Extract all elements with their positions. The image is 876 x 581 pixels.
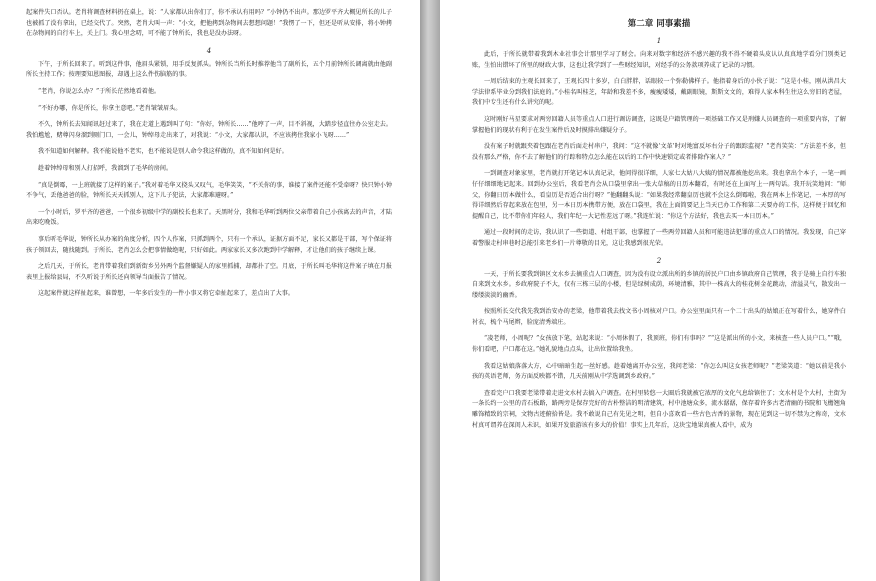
paragraph: 没有案子时就跟夹着包跟在老肖后面走村串户，我问：“这不就像‘文革’时对地富反坏右分子的跟踪监视？”老肖笑笑：“方法差不多，但没有那么严格，你不去了解他们的行踪和特点怎么能在以后的工作中快速锁定或者排除作案人？”	[472, 143, 846, 161]
page-gutter	[420, 0, 440, 581]
paragraph: “不好办哪，你是所长，你拿主意吧。”老肖皱皱眉头。	[38, 104, 182, 112]
section-number: 2	[656, 256, 662, 265]
paragraph: 趁着钟绰母和别人打招呼，我溜到了毛华的房间。	[38, 164, 173, 172]
paragraph: 我看这姑娘落落大方，心中暗暗生起一丝好感。趁着她离开办公室，我问老梁：“你怎么叫这女孩老师呢？”老梁笑道：“她以前是我小孩的英语老师，务方面反映都不错，几天前刚从中学选调到乡政府。”	[472, 362, 846, 381]
paragraph: “真是倒霉，一上班就接了这样的案子。”我对着毛华又挠头又叹气，毛华笑笑，“不关你的事，谁接了案件还能不受牵呀？快只钟小钟不争气，丢他爸爸的脸，钟所长天天抓别人，这下儿子犯法，大家都难避呀。”	[26, 181, 392, 200]
paragraph: 按照所长交代我先我到治安办的老梁，他带着我去找文书小周核对户口。办公室里面只有一个二十出头的姑娘正在写着什么，她穿件白衬衣，梳个马尾辫，脸庞清秀端庄。	[472, 308, 846, 326]
paragraph: 下午，于所长回来了。听到这件事，他眉头紧锁，用手反复抓头。钟所长当所长时推荐他当了副所长，五个月前钟所长调离就由他副所长主持工作；按理要知恩图报，却遇上这么件伤脑筋的事。	[26, 60, 392, 79]
paragraph: 我不知道如何解释。我不能说他不老实，也不能说是别人命令我这样做的，真不知如何是好。	[38, 148, 288, 156]
paragraph: 一个小时后，罗平齐的爸爸，一个很乡初级中学的副校长也来了。天黑时分，我和毛华听到两位父亲带着自己小孩离去的声音，才陆出来吃晚饭。	[26, 208, 392, 227]
paragraph: 起案件失口否认。老肖将调查材料扔在桌上，说：“人家都认出你们了，你不承认有用吗？”小钟仍不出声。那边罗平齐大概见所长的儿子也被抓了没有拿出，已经交代了。突然，老肖大叫一声：“小文，把他拷到杂物间去想想问题！”我愣了一下，但还是听从安排，将小钟拷在杂物间的自行车上，关上门。我心里念叨，可不能了钟所长，我也是没办法呀。	[26, 9, 392, 38]
right-page	[440, 0, 876, 581]
paragraph: “老肖，你说怎么办？”于所长茫然地看着他。	[38, 87, 161, 95]
paragraph: 之后几天，于所长，老肖带着我们到新街乡另外两个监督嫌疑人的家里抓捕，却都扑了空。月底，于所长叫毛华将这件案子填在月报表里上报给县局，不久听说于所长还向领导当面报告了情况。	[26, 263, 392, 281]
paragraph: 一天，于所长要我到镇区文水乡去摘重点人口调查，因为没有设立派出所的乡镇的居民户口由乡镇政府自己管理，我于是骑上自行车独自来到文水乡。乡政府院子不大，仅有三栋三层的小楼，但是绿树成荫，环境清雅，其中一株高大的桂花树金花跳动，清溢灵气，散发出一缕缕淡淡的幽香。	[472, 270, 846, 299]
paragraph: 一到调查对象家里，老肖就打开笔记本认真记录，他问得很详细，人家七大姑八大姨的情况都被他挖出来。我也拿出个本子，一笔一画仔仔细细地记起来。回到办公室后，我看老肖会从口袋里拿出一张大草稿的日历本翻看，有时还在上面写上一两句话。我开玩笑地问：“师父，你翻日历本做什么，看皇历是否适合出行呀？”他翻翻头说：“如果我经常翻皇历也就不会这么倒霉啦，我在两本上作笔记，一本厚的写得详细然后存起来放在包里，另一本日历本携带方便，放在口袋里，我在上面简要记上当天已办工作和第二天要办的工作，这样便于回忆和提醒自己，比不带你们年轻人，我们年纪一大记性差远了呀。”我连忙说：“你这个方法好，我也去买一本日历本。”	[472, 170, 846, 220]
chapter-title: 第二章 同事素描	[627, 19, 691, 29]
paragraph: 这起案件就这样扯起来，谁曾想，一年多后发生的一件小事又将它牵扯起来了，差点出了大事。	[38, 290, 294, 298]
paragraph: 不久，钟所长去知闻讯赶过来了，我在走道上遇到叫了句：“你好，钟所长……”他哼了一声，目不斜视，大踏步径直往办公室走去。我怕尴尬，赌尊闪身溜到厕门口，一会儿，钟绰母走出来了，对我说：“小文，大家都认识，不应该拷住我家小飞呀……”	[26, 121, 392, 139]
paragraph: 这时刚好马星要求对两穷回籍人员等重点人口进行调访调查，这既是户籍管理的一项基础工作又是刑嫌人员调查的一项重要内容，了解掌握他们的现状有利于在发生案件后及时摸排出嫌疑分子。	[472, 115, 846, 134]
paragraph: “凌老师，小周呢？”女孩放下笔，站起来说：“小周休假了，我顶班，你们有事吗？”“这是派出所的小文，来核查一些人员户口。”“哦，你们看吧，户口都在这。”她礼貌地点点头，让出位置给我坐。	[472, 335, 846, 354]
paragraph: 此后，于所长就带着我到木业社事会计那里学习了财会。向来对数字和经济不感兴趣的我不得不硬着头皮认认真真地学看分门别类记账，生怕出错坏了所里的财政大事，这也让我学到了一些财经知识，对经手的公务款项养成了记录的习惯。	[472, 51, 846, 69]
section-number: 4	[206, 46, 212, 55]
paragraph: 一周后结束的主观长回来了，王观长四十多岁，白白胖胖，话眼较一个弥勒佛样子。他指着身后的小伙子说：“这是小桂，刚从洪昌大学法律系毕业分到我们法庭的。”小桂名叫桂芝，年龄和我差不多，瘦瘦矮矮，戴副眼镜，斯斯文文的，难得人家本科生往这么穷旧的老屋，我们中专生还有什么讲究的呢。	[472, 78, 846, 107]
paragraph: 查看完户口我要老梁带着走进文水村去搞入户调查。在村里转悠一大圈后我就被它浓厚的文化气息给镇住了；文水村是个大村，主街为一条长约一公里的青石板路，路两旁是保存完好的古朴整洁的明清建筑，村中池塘众多，流水潺潺，保存着许多古老清幽的书院和飞檐翘角雕饰精致的宗祠，文物古迹俯拾皆是。我不敢说自己有先见之明，但自小喜欢看一些古色古香的景物，现在见到这一切不禁为之称奇，文水村真可谓养在深闺人未识，如果开发旅游该有多大的价值！事实上几年后，这块宝地果真被人看中，成为	[472, 389, 846, 429]
section-number: 1	[656, 37, 662, 45]
paragraph: 事后听毛华说，钟所长从办案的角度分析，四个人作案，只抓到两个，只有一个承认，证据方面不足，家长又都是干部，写个保证将孩子领回去，随找随到。于所长、老肖怎么会把事情做绝呢，只好如此。两家家长又多次跑到中学解释，才让他们的孩子继续上课。	[26, 235, 392, 254]
paragraph: 通过一段时间的走访，我认识了一些街道、村组干部，也掌握了一些两劳回籍人员和可能违法犯罪的重点人口的情况。我发现，自己穿着警服走村串巷时总能引来老乡们一片尊敬的目光，这让我感到很光荣。	[472, 229, 846, 247]
left-page	[0, 0, 420, 581]
